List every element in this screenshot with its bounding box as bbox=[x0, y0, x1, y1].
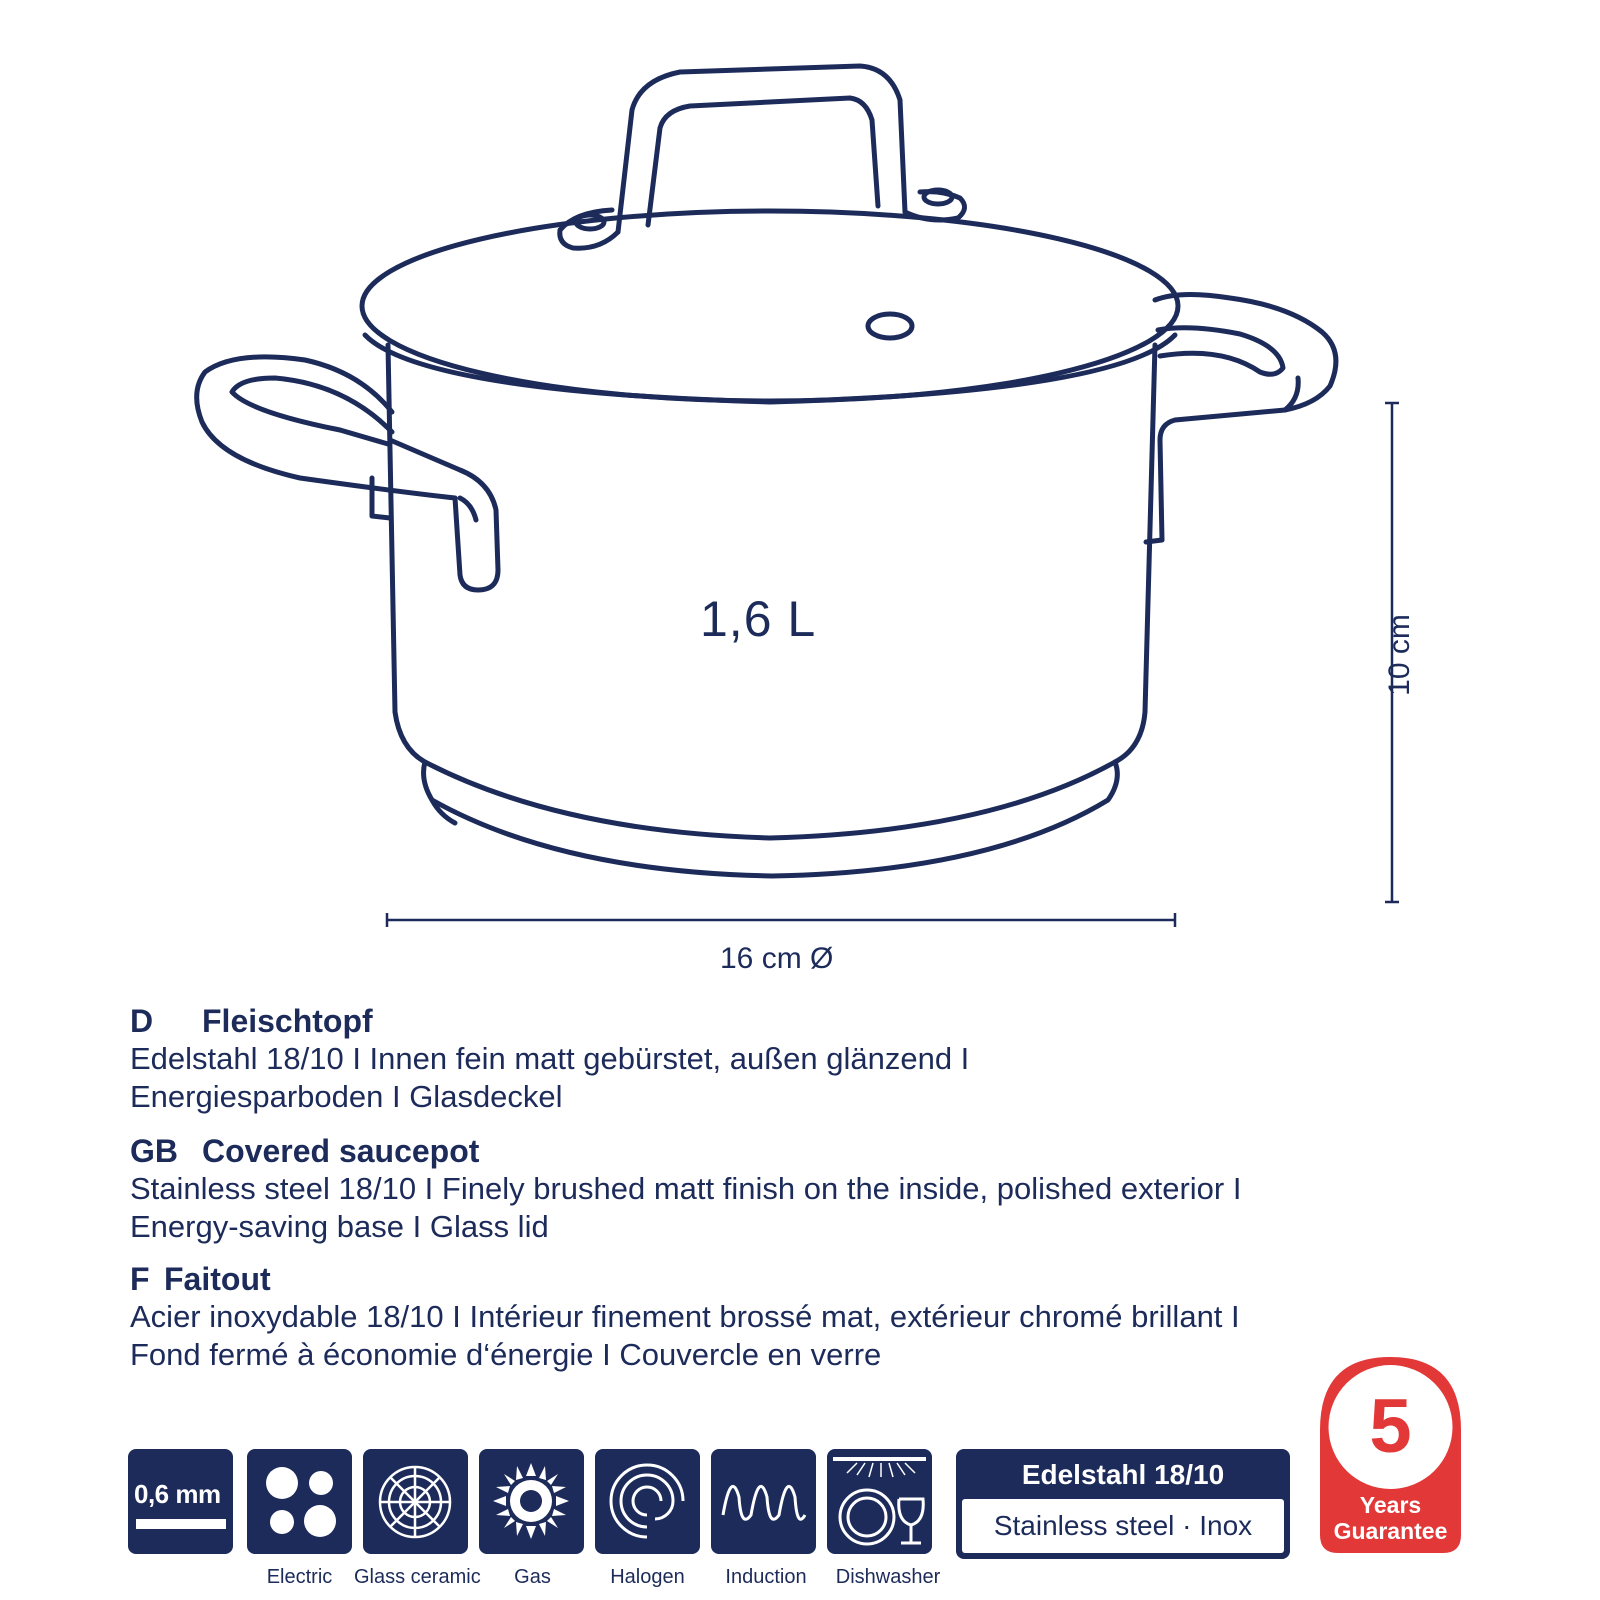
halogen-label: Halogen bbox=[610, 1566, 685, 1588]
product-title: Faitout bbox=[164, 1261, 271, 1297]
dishwasher-label: Dishwasher bbox=[835, 1566, 941, 1588]
diameter-label: 16 cm Ø bbox=[720, 942, 834, 975]
warranty-badge bbox=[1318, 1355, 1463, 1555]
glass-ceramic-label: Glass ceramic bbox=[354, 1566, 481, 1588]
description-line: Acier inoxydable 18/10 I Intérieur finement brossé mat, extérieur chromé brillant I bbox=[130, 1299, 1240, 1334]
induction-hob-icon bbox=[711, 1449, 816, 1554]
product-title: Fleischtopf bbox=[202, 1003, 373, 1039]
diameter-dimension bbox=[387, 913, 1175, 927]
material-title: Edelstahl 18/10 bbox=[1021, 1459, 1225, 1490]
description-line: Energy-saving base I Glass lid bbox=[130, 1209, 549, 1244]
electric-hob-icon bbox=[247, 1449, 352, 1554]
glass-ceramic-hob-icon bbox=[363, 1449, 468, 1554]
induction-label: Induction bbox=[725, 1566, 807, 1588]
description-gb bbox=[130, 1132, 1460, 1246]
left-handle bbox=[197, 357, 498, 590]
language-code: F bbox=[130, 1261, 150, 1297]
volume-label: 1,6 L bbox=[700, 591, 817, 647]
dishwasher-icon bbox=[827, 1449, 932, 1554]
warranty-guarantee-text: Guarantee bbox=[1333, 1518, 1448, 1544]
thickness-label: 0,6 mm bbox=[134, 1479, 221, 1509]
gas-hob-icon bbox=[479, 1449, 584, 1554]
halogen-hob-icon bbox=[595, 1449, 700, 1554]
gas-label: Gas bbox=[514, 1566, 551, 1588]
right-handle bbox=[1146, 294, 1336, 542]
material-subtitle: Stainless steel · Inox bbox=[962, 1499, 1284, 1553]
pot-lid bbox=[362, 211, 1178, 402]
lid-handle bbox=[560, 66, 965, 248]
warranty-years-text: Years bbox=[1359, 1492, 1422, 1518]
height-label: 10 cm bbox=[1383, 614, 1416, 696]
description-line: Fond fermé à économie d‘énergie I Couvercle en verre bbox=[130, 1337, 882, 1372]
language-code: GB bbox=[130, 1133, 178, 1169]
description-de bbox=[130, 1002, 1460, 1116]
thickness-bar bbox=[136, 1519, 226, 1529]
electric-label: Electric bbox=[266, 1566, 333, 1588]
product-title: Covered saucepot bbox=[202, 1133, 480, 1169]
material-badge bbox=[956, 1449, 1290, 1559]
description-line: Energiesparboden I Glasdeckel bbox=[130, 1079, 563, 1114]
description-line: Edelstahl 18/10 I Innen fein matt gebürstet, außen glänzend I bbox=[130, 1041, 970, 1076]
description-line: Stainless steel 18/10 I Finely brushed matt finish on the inside, polished exterior I bbox=[130, 1171, 1242, 1206]
description-f bbox=[130, 1260, 1460, 1374]
language-code: D bbox=[130, 1003, 154, 1039]
base-thickness-icon bbox=[128, 1449, 233, 1554]
warranty-years-number: 5 bbox=[1369, 1384, 1412, 1469]
